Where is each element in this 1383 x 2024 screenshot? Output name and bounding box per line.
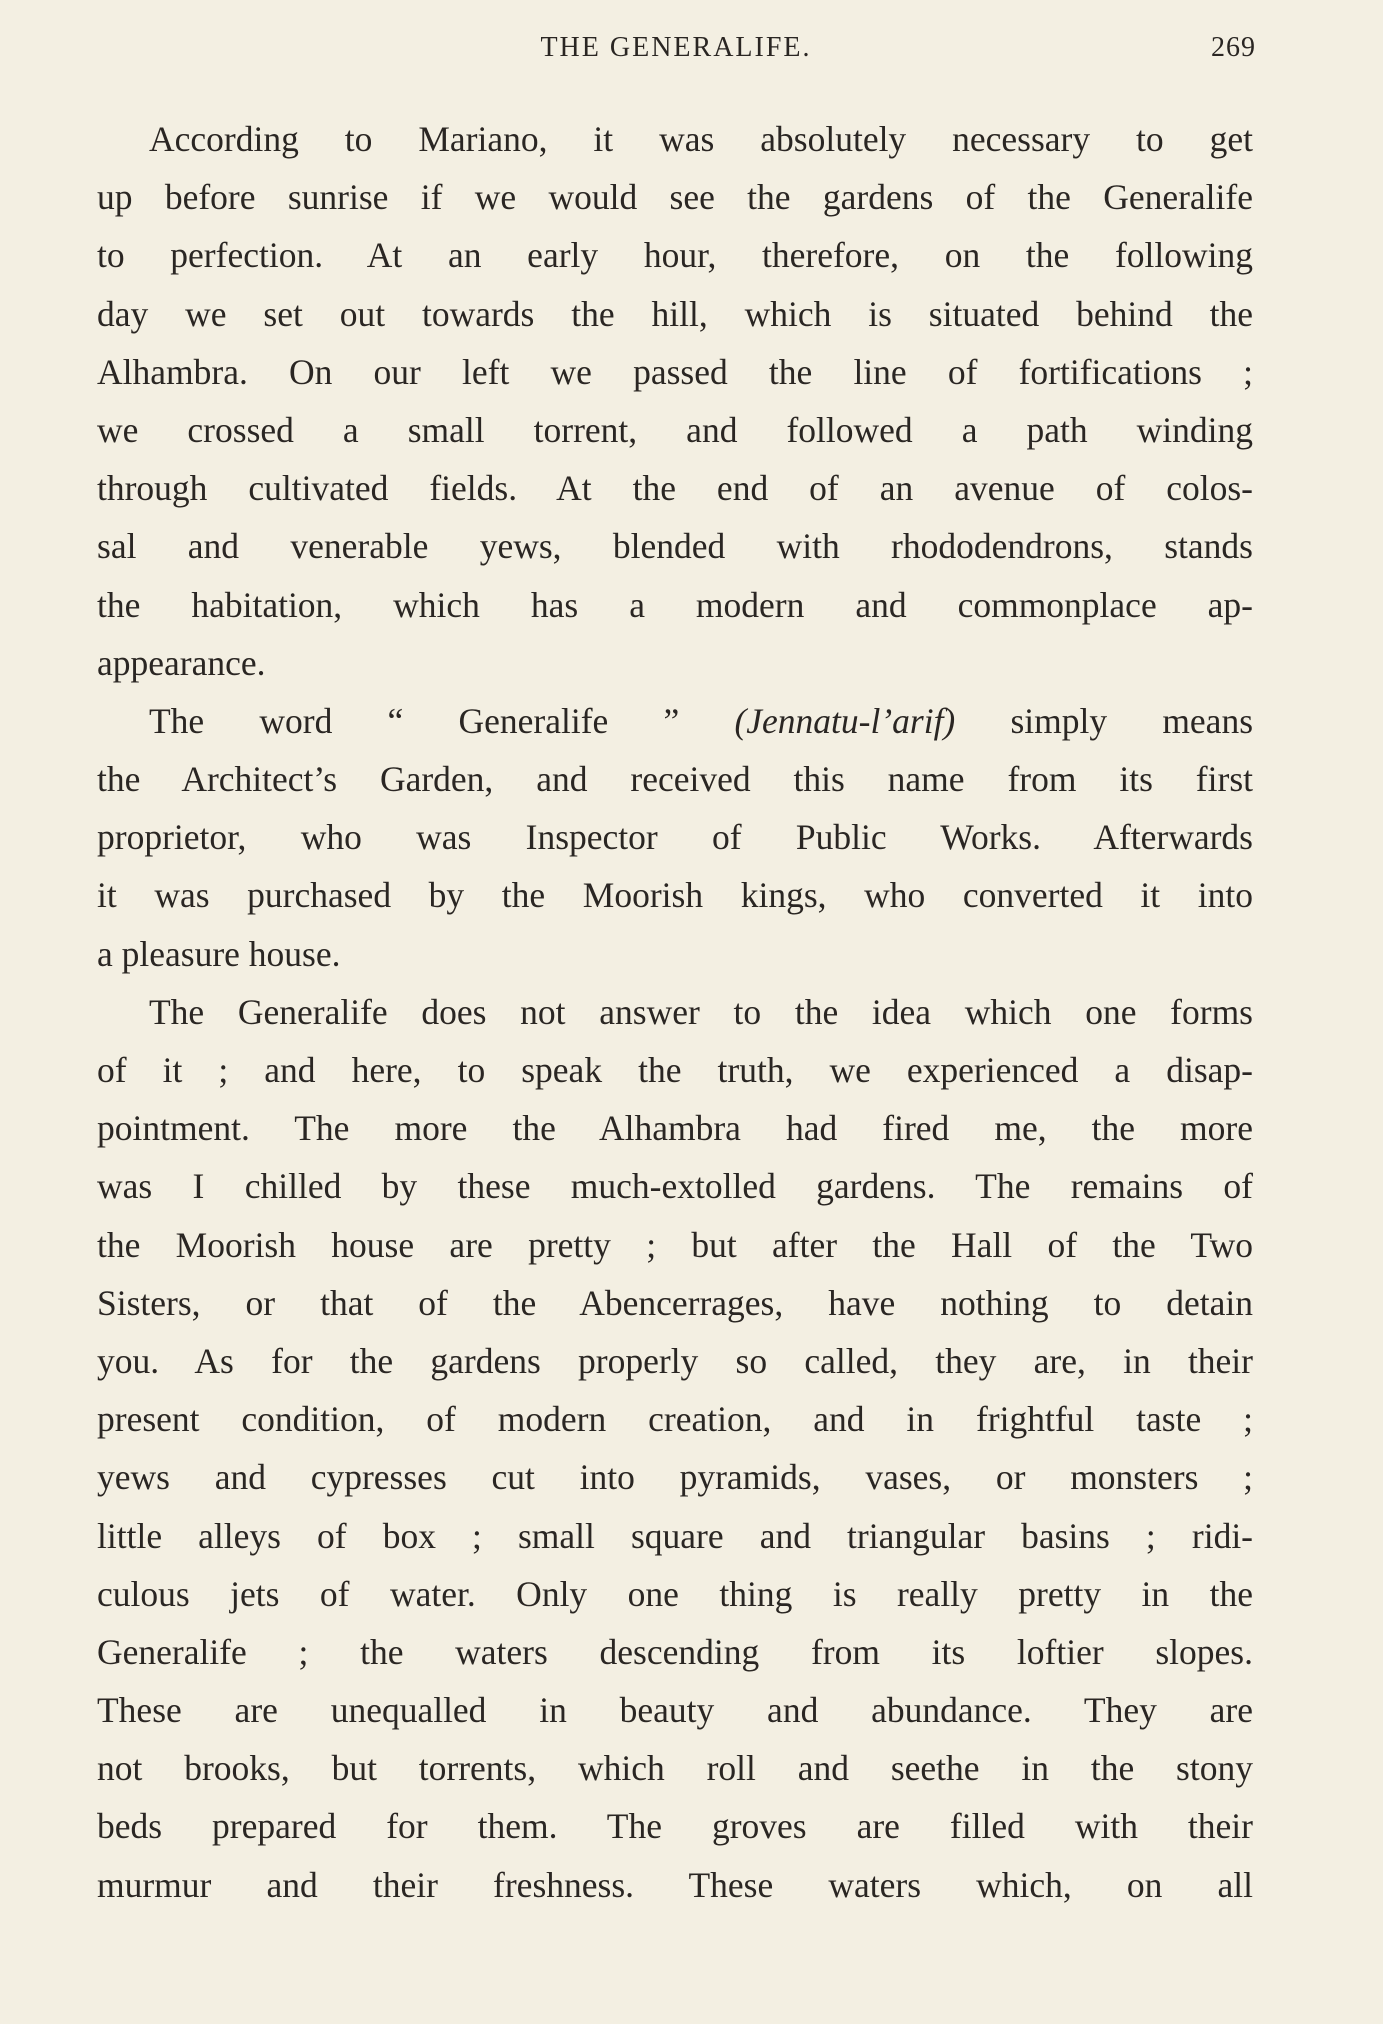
page-number: 269 — [1211, 32, 1256, 63]
text-line: the habitation, which has a modern and commonplace ap- — [97, 584, 1253, 625]
line-suffix: simply means — [1010, 700, 1254, 741]
running-title: THE GENERALIFE. — [540, 32, 812, 63]
text-line: the Architect’s Garden, and received this name from its first — [97, 759, 1253, 800]
text-line: The Generalife does not answer to the idea which one forms — [149, 991, 1253, 1032]
text-line: pointment. The more the Alhambra had fired me, the more — [97, 1108, 1253, 1149]
text-line: not brooks, but torrents, which roll and seethe in the stony — [97, 1748, 1253, 1789]
text-line: a pleasure house. — [97, 933, 341, 974]
text-line: the Moorish house are pretty ; but after the Hall of the Two — [97, 1224, 1253, 1265]
text-line: through cultivated fields. At the end of an avenue of colos- — [97, 468, 1253, 509]
text-line: it was purchased by the Moorish kings, who converted it into — [97, 875, 1253, 916]
text-line: little alleys of box ; small square and triangular basins ; ridi- — [97, 1515, 1253, 1556]
body-text — [97, 110, 1253, 1914]
text-line: murmur and their freshness. These waters which, on all — [97, 1864, 1253, 1905]
text-line: culous jets of water. Only one thing is really pretty in the — [97, 1573, 1253, 1614]
text-line-with-italic — [97, 692, 1253, 750]
italic-term: (Jennatu-l’arif) — [734, 700, 956, 741]
text-line: These are unequalled in beauty and abundance. They are — [97, 1690, 1253, 1731]
text-line: yews and cypresses cut into pyramids, vases, or monsters ; — [97, 1457, 1253, 1498]
text-line: Alhambra. On our left we passed the line of fortifications ; — [97, 351, 1253, 392]
text-line: Generalife ; the waters descending from its loftier slopes. — [97, 1631, 1253, 1672]
text-line: appearance. — [97, 642, 266, 683]
text-line: present condition, of modern creation, and in frightful taste ; — [97, 1399, 1253, 1440]
text-line: you. As for the gardens properly so called, they are, in their — [97, 1340, 1253, 1381]
text-line: sal and venerable yews, blended with rhododendrons, stands — [97, 526, 1253, 567]
line-prefix: The word “ Generalife ” — [149, 700, 680, 741]
text-line: to perfection. At an early hour, therefore, on the following — [97, 235, 1253, 276]
text-line: Sisters, or that of the Abencerrages, have nothing to detain — [97, 1282, 1253, 1323]
text-line: beds prepared for them. The groves are filled with their — [97, 1806, 1253, 1847]
text-line: day we set out towards the hill, which is situated behind the — [97, 293, 1253, 334]
text-line: of it ; and here, to speak the truth, we experienced a disap- — [97, 1050, 1253, 1090]
text-line: up before sunrise if we would see the gardens of the Generalife — [97, 177, 1253, 218]
text-line: was I chilled by these much-extolled gardens. The remains of — [97, 1166, 1253, 1207]
text-line: According to Mariano, it was absolutely necessary to get — [149, 119, 1253, 159]
running-head — [96, 32, 1256, 72]
text-line: proprietor, who was Inspector of Public Works. Afterwards — [97, 817, 1253, 858]
text-line: we crossed a small torrent, and followed a path winding — [97, 409, 1253, 450]
